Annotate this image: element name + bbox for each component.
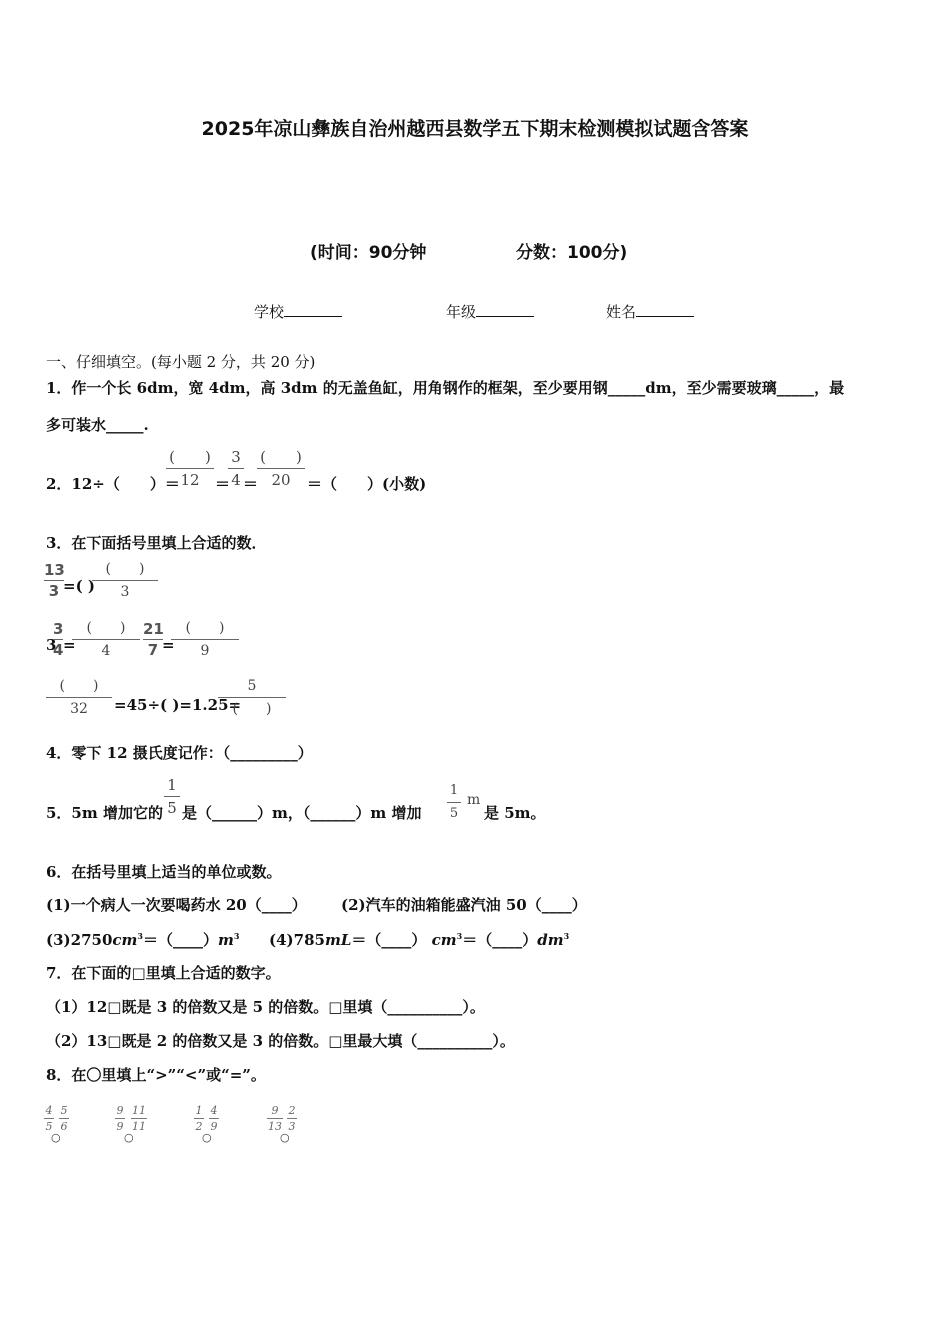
q6-d-dm: dm [537, 931, 564, 949]
q8-text: 8．在〇里填上“>”“<”或“=”。 [46, 1066, 266, 1084]
q8-p2-a-den: 9 [116, 1120, 124, 1133]
q3-r2-fraction-4 [171, 619, 239, 660]
q8-p3-a-den: 2 [195, 1120, 203, 1133]
q3-r3-fraction-1 [46, 677, 112, 718]
q3-r3-fraction-2 [218, 677, 286, 718]
q5-f2-num: 1 [449, 783, 459, 798]
q3-r2-fraction-1 [53, 620, 63, 659]
grade-blank[interactable] [476, 302, 534, 317]
q3-r2-f3-num: 21 [143, 620, 164, 638]
q7-b: （2）13□既是 2 的倍数又是 3 的倍数。□里最大填（__________）。 [46, 1032, 515, 1050]
q3-r1-f2-num: ( ) [105, 561, 145, 577]
q8-p3-b [209, 1104, 219, 1133]
q8-p4-a-den: 13 [268, 1120, 282, 1133]
q3-r2-f2-den: 4 [101, 643, 111, 659]
q2-eq1: ＝ [215, 475, 231, 493]
q6-d-cm: cm [431, 931, 457, 949]
q8-p3-a-num: 1 [195, 1104, 203, 1117]
q8-p2-b-den: 11 [132, 1120, 146, 1133]
q3-r2-whole: 3 [46, 636, 57, 654]
q5-f1-den: 5 [167, 799, 177, 817]
q2-f2-den: 4 [231, 471, 241, 489]
q8-p4-a [267, 1104, 283, 1133]
q3-r1-fraction-1 [44, 561, 64, 600]
q6-c [46, 929, 239, 950]
school-field [254, 301, 342, 322]
q6-d-ml: mL [324, 931, 352, 949]
q2-prefix: 2．12÷（ ）＝ [46, 475, 180, 493]
q5-fraction-1 [164, 776, 180, 817]
q3-r1-mid: =( ) [63, 577, 95, 595]
q8-p2-circle[interactable]: ○ [124, 1131, 134, 1144]
q3-r2-f2-num: ( ) [86, 620, 126, 636]
q6-c-cm: cm [112, 931, 138, 949]
q2-fraction-3 [257, 448, 305, 489]
q3-r2-fraction-2 [72, 619, 140, 660]
q2-f3-num: ( ) [260, 448, 302, 466]
q8-p1-circle[interactable]: ○ [51, 1131, 61, 1144]
q6-d-blank1: ＝（____） [351, 931, 427, 949]
q6-text: 6．在括号里填上适当的单位或数。 [46, 863, 282, 881]
q3-r2-f1-den: 4 [53, 641, 64, 659]
q3-r1-f1-num: 13 [44, 561, 65, 579]
q3-r3-f2-den: ( ) [232, 701, 272, 717]
q3-r2-fraction-3 [143, 620, 163, 659]
q5-suffix: 是 5m。 [484, 804, 546, 822]
exam-time: (时间：90分钟 [310, 243, 427, 263]
q3-r3-mid: =45÷( )=1.25= [114, 696, 242, 714]
q2-f3-den: 20 [271, 471, 291, 489]
q3-r3-f1-num: ( ) [59, 678, 99, 694]
q3-r1-f2-den: 3 [120, 584, 130, 600]
q8-p2-a [115, 1104, 125, 1133]
q3-r3-f1-den: 32 [70, 701, 88, 717]
q6-d-value: (4)785 [269, 931, 325, 949]
q6-b: (2)汽车的油箱能盛汽油 50（____） [341, 896, 587, 914]
q6-c-m: m [218, 931, 234, 949]
school-blank[interactable] [284, 302, 342, 317]
q3-r3-f2-num: 5 [247, 678, 257, 694]
q3-r2-eq: = [63, 636, 76, 654]
q2-suffix: ＝（ ）(小数) [307, 475, 427, 493]
q4-text: 4．零下 12 摄氏度记作：（_________） [46, 744, 313, 762]
q7-text: 7．在下面的□里填上合适的数字。 [46, 964, 281, 982]
q2-eq2: ＝ [243, 475, 259, 493]
q2-f1-den: 12 [180, 471, 200, 489]
q8-p3-circle[interactable]: ○ [202, 1131, 212, 1144]
q8-p2-a-num: 9 [116, 1104, 124, 1117]
q6-c-blank: ＝（____） [142, 931, 218, 949]
q3-text: 3．在下面括号里填上合适的数． [46, 534, 267, 552]
name-label: 姓名 [606, 303, 637, 321]
exam-score: 分数：100分) [516, 243, 628, 263]
q5-mid: 是（______）m，（______）m 增加 [182, 804, 422, 822]
q6-d-dm-cube: 3 [563, 931, 570, 941]
q1-line1: 1．作一个长 6dm，宽 4dm，高 3dm 的无盖鱼缸，用角钢作的框架，至少要用钢_____dm，至少需要玻璃_____，最 [46, 379, 845, 397]
q8-p2-b [131, 1104, 147, 1133]
q8-p1-a-num: 4 [45, 1104, 53, 1117]
q6-a: (1)一个病人一次要喝药水 20（____） [46, 896, 307, 914]
q8-p3-a [194, 1104, 204, 1133]
grade-label: 年级 [446, 303, 477, 321]
q8-p1-b [59, 1104, 69, 1133]
q2-f1-num: ( ) [169, 448, 211, 466]
q3-r1-f1-den: 3 [48, 582, 60, 600]
grade-field [446, 301, 534, 322]
q8-p1-b-den: 6 [60, 1120, 68, 1133]
q8-p4-circle[interactable]: ○ [280, 1131, 290, 1144]
q5-f2-den: 5 [449, 806, 459, 821]
q6-c-m-cube: 3 [233, 931, 240, 941]
q6-d [269, 929, 569, 950]
q8-p2-b-num: 11 [132, 1104, 146, 1117]
q5-fraction-2 [447, 782, 461, 823]
q8-p1-a [44, 1104, 54, 1133]
q3-r2-eq2: = [162, 636, 175, 654]
q1-line2: 多可装水_____. [46, 416, 149, 434]
q8-p3-b-den: 9 [210, 1120, 218, 1133]
q6-c-value: (3)2750 [46, 931, 113, 949]
q8-p1-b-num: 5 [60, 1104, 68, 1117]
q5-prefix: 5．5m 增加它的 [46, 804, 163, 822]
q8-p3-b-num: 4 [210, 1104, 218, 1117]
school-label: 学校 [254, 303, 285, 321]
q2-fraction-1 [166, 448, 214, 489]
q3-r2-f3-den: 7 [147, 641, 159, 659]
q6-d-cm-cube: 3 [456, 931, 463, 941]
q8-p4-b [287, 1104, 297, 1133]
q2-fraction-2 [228, 448, 244, 489]
q5-unit: m [467, 792, 481, 808]
q2-f2-num: 3 [231, 448, 241, 466]
q8-p4-b-den: 3 [288, 1120, 296, 1133]
name-field [606, 301, 694, 322]
q6-d-blank2: ＝（____） [462, 931, 538, 949]
q8-p4-a-num: 9 [271, 1104, 279, 1117]
q3-r2-f1-num: 3 [53, 620, 64, 638]
q5-f1-num: 1 [167, 776, 177, 794]
q3-r1-fraction-2 [92, 560, 158, 601]
name-blank[interactable] [636, 302, 694, 317]
q3-r2-f4-den: 9 [200, 643, 210, 659]
q7-a: （1）12□既是 3 的倍数又是 5 的倍数。□里填（__________）。 [46, 998, 485, 1016]
page-title: 2025年凉山彝族自治州越西县数学五下期末检测模拟试题含答案 [201, 118, 749, 140]
q3-r2-f4-num: ( ) [185, 620, 225, 636]
q8-p4-b-num: 2 [288, 1104, 296, 1117]
section-heading: 一、仔细填空。(每小题 2 分，共 20 分) [46, 353, 316, 371]
q8-p1-a-den: 5 [45, 1120, 53, 1133]
q6-c-cube: 3 [137, 931, 143, 941]
